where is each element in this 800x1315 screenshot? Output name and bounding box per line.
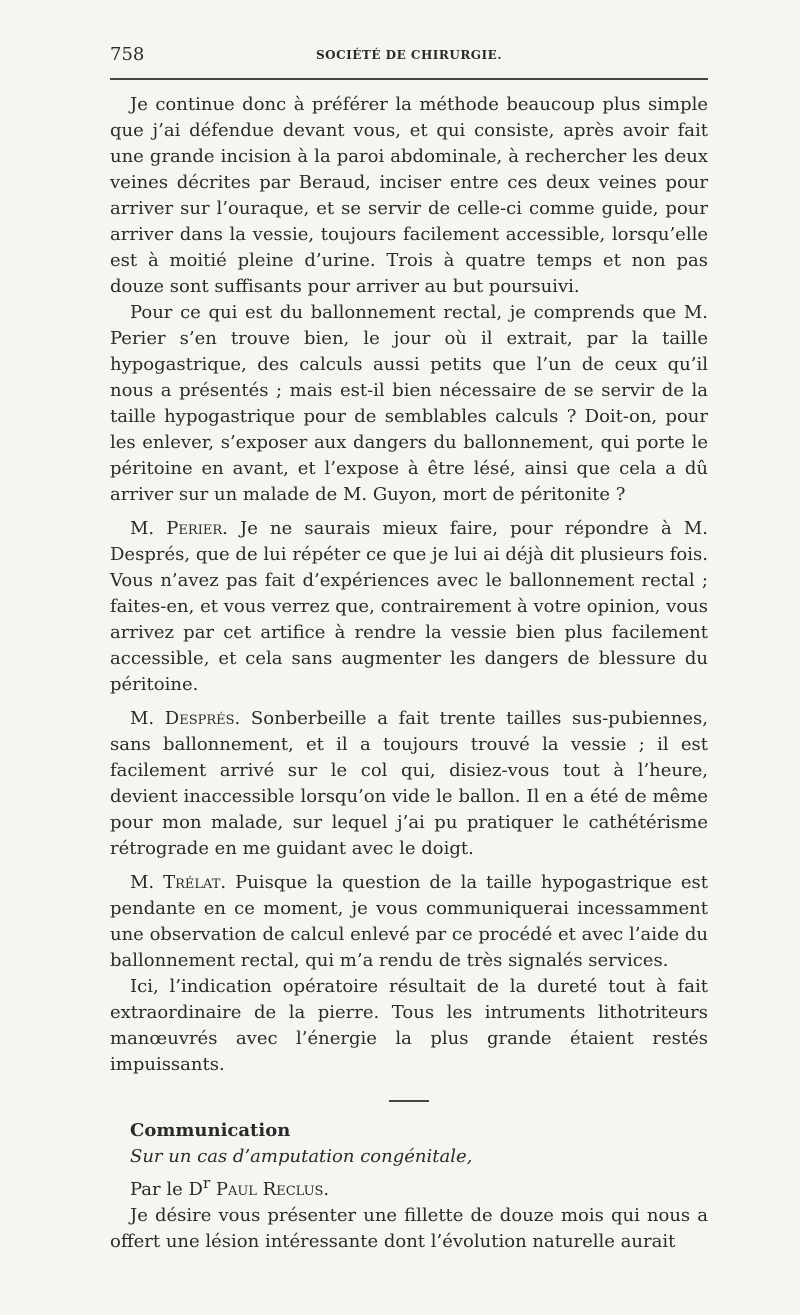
- speaker-name: M. Després.: [130, 708, 241, 729]
- paragraph: Je continue donc à préférer la méthode beaucoup plus simple que j’ai défendue devant vous, et qui consiste, après avoir fait une grande incision à la paroi abdominale, à rechercher les deux veines décrites par Beraud, inciser entre ces deux veines pour arriver sur l’ouraque, et se servir de celle-ci comme guide, pour arriver dans la vessie, toujours facilement accessible, lorsqu’elle est à moitié pleine d’urine. Trois à quatre temps et non pas douze sont suffisants pour arriver au but poursuivi.: [110, 94, 708, 297]
- body-text: [110, 92, 708, 1255]
- communication-title: Sur un cas d’amputation congénitale,: [130, 1146, 473, 1167]
- document-page: [110, 0, 708, 1315]
- communication-author: [110, 1170, 708, 1203]
- header-rule: [110, 78, 708, 80]
- author-prefix: Par le D: [130, 1179, 203, 1200]
- author-prefix-sup: r: [202, 1174, 211, 1192]
- paragraph-trelat: [110, 870, 708, 974]
- speaker-name: M. Trélat.: [130, 872, 227, 893]
- journal-title: SOCIÉTÉ DE CHIRURGIE.: [315, 48, 502, 62]
- page-number: 758: [110, 44, 145, 65]
- paragraph-text: Je ne saurais mieux faire, pour répondre à M. Després, que de lui répéter ce que je lui ai déjà dit plusieurs fois. Vous n’avez pas fait d’expériences avec le ballonnement rectal ; faites-en, et vous verrez que, contrairement à votre opinion, vous arrivez par cet artifice à rendre la vessie bien plus facilement accessible, et cela sans augmenter les dangers de blessure du péritoine.: [110, 518, 709, 695]
- paragraph: Je désire vous présenter une fillette de douze mois qui nous a offert une lésion intéressante dont l’évolution naturelle aurait: [110, 1205, 708, 1252]
- section-heading: Communication: [130, 1120, 291, 1141]
- running-head: [110, 44, 708, 70]
- paragraph: Ici, l’indication opératoire résultait de la dureté tout à fait extraordinaire de la pierre. Tous les intruments lithotriteurs manœuvrés avec l’énergie la plus grande étaient restés impuissants.: [110, 976, 708, 1075]
- paragraph-despres: [110, 706, 708, 862]
- paragraph-text: Puisque la question de la taille hypogastrique est pendante en ce moment, je vous communiquerai incessamment une observation de calcul enlevé par ce procédé et avec l’aide du ballonnement rectal, qui m’a rendu de très signalés services.: [110, 872, 708, 971]
- paragraph-perier: [110, 516, 708, 698]
- paragraph: Pour ce qui est du ballonnement rectal, je comprends que M. Perier s’en trouve bien, le jour où il extrait, par la taille hypogastrique, des calculs aussi petits que l’un de ceux qu’il nous a présentés ; mais est-il bien nécessaire de se servir de la taille hypogastrique pour de semblables calculs ? Doit-on, pour les enlever, s’exposer aux dangers du ballonnement, qui porte le péritoine en avant, et l’expose à être lésé, ainsi que cela a dû arriver sur un malade de M. Guyon, mort de péritonite ?: [110, 302, 708, 505]
- paragraph-text: Sonberbeille a fait trente tailles sus-pubiennes, sans ballonnement, et il a toujours trouvé la vessie ; il est facilement arrivé sur le col qui, disiez-vous tout à l’heure, devient inaccessible lorsqu’on vide le ballon. Il en a été de même pour mon malade, sur lequel j’ai pu pratiquer le cathétérisme rétrograde en me guidant avec le doigt.: [110, 708, 708, 859]
- section-separator: [389, 1100, 429, 1102]
- speaker-name: M. Perier.: [130, 518, 228, 539]
- author-name: Paul Reclus.: [215, 1179, 330, 1200]
